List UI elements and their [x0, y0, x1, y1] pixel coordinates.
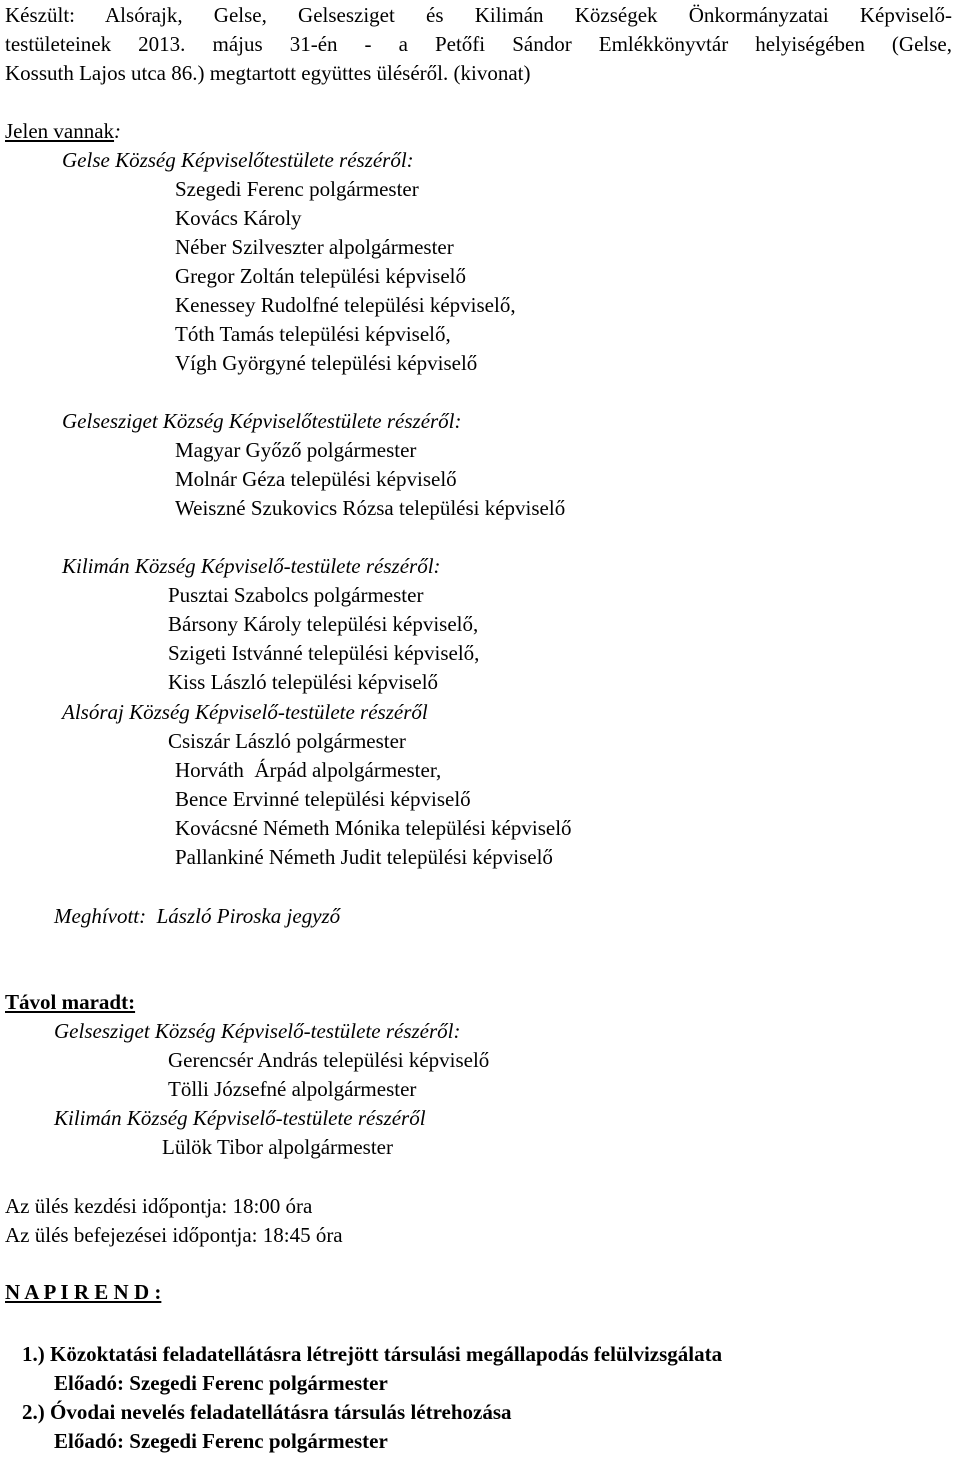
- intro-line: Kossuth Lajos utca 86.) megtartott együttes üléséről. (kivonat): [5, 61, 531, 85]
- end-time: Az ülés befejezései időpontja: 18:45 óra: [5, 1223, 343, 1247]
- invited-line: Meghívott: László Piroska jegyző: [54, 904, 341, 928]
- member-line: Lülök Tibor alpolgármester: [162, 1135, 393, 1159]
- group-title: Gelse Község Képviselőtestülete részéről:: [62, 148, 414, 172]
- member-line: Gerencsér András települési képviselő: [168, 1048, 490, 1072]
- intro-line: testületeinek 2013. május 31-én - a Petőfi Sándor Emlékkönyvtár helyiségében (Gelse,: [5, 32, 952, 56]
- absent-heading: Távol maradt:: [5, 990, 136, 1014]
- present-heading-colon: :: [114, 119, 122, 143]
- member-line: Szigeti Istvánné települési képviselő,: [168, 641, 480, 665]
- agenda-item-presenter: Előadó: Szegedi Ferenc polgármester: [54, 1429, 388, 1453]
- member-line: Csiszár László polgármester: [168, 729, 406, 753]
- member-line: Kiss László települési képviselő: [168, 670, 439, 694]
- member-line: Pusztai Szabolcs polgármester: [168, 583, 424, 607]
- group-title: Gelsesziget Község Képviselőtestülete részéről:: [62, 409, 462, 433]
- member-line: Kovácsné Németh Mónika települési képviselő: [175, 816, 572, 840]
- group-title: Alsóraj Község Képviselő-testülete részéről: [62, 700, 428, 724]
- member-line: Kenessey Rudolfné települési képviselő,: [175, 293, 516, 317]
- member-line: Vígh Györgyné települési képviselő: [175, 351, 478, 375]
- member-line: Horváth Árpád alpolgármester,: [175, 758, 442, 782]
- member-line: Tóth Tamás települési képviselő,: [175, 322, 451, 346]
- member-line: Molnár Géza települési képviselő: [175, 467, 457, 491]
- agenda-item-title: 1.) Közoktatási feladatellátásra létrejött társulási megállapodás felülvizsgálata: [22, 1342, 723, 1366]
- member-line: Bársony Károly települési képviselő,: [168, 612, 479, 636]
- member-line: Weiszné Szukovics Rózsa települési képviselő: [175, 496, 566, 520]
- group-title: Gelsesziget Község Képviselő-testülete részéről:: [54, 1019, 461, 1043]
- member-line: Magyar Győző polgármester: [175, 438, 417, 462]
- agenda-heading: N A P I R E N D :: [5, 1280, 162, 1304]
- member-line: Néber Szilveszter alpolgármester: [175, 235, 454, 259]
- present-heading-label: Jelen vannak: [5, 119, 115, 143]
- group-title: Kilimán Község Képviselő-testülete részéről:: [62, 554, 441, 578]
- member-line: Szegedi Ferenc polgármester: [175, 177, 419, 201]
- agenda-item-presenter: Előadó: Szegedi Ferenc polgármester: [54, 1371, 388, 1395]
- member-line: Gregor Zoltán települési képviselő: [175, 264, 466, 288]
- start-time: Az ülés kezdési időpontja: 18:00 óra: [5, 1194, 313, 1218]
- member-line: Bence Ervinné települési képviselő: [175, 787, 471, 811]
- intro-line: Készült: Alsórajk, Gelse, Gelsesziget és Kilimán Községek Önkormányzatai Képviselő-: [5, 3, 952, 27]
- present-heading: [5, 117, 121, 146]
- agenda-item-title: 2.) Óvodai nevelés feladatellátásra társulás létrehozása: [22, 1400, 512, 1424]
- group-title: Kilimán Község Képviselő-testülete részéről: [54, 1106, 426, 1130]
- member-line: Pallankiné Németh Judit települési képviselő: [175, 845, 553, 869]
- member-line: Tölli Józsefné alpolgármester: [168, 1077, 417, 1101]
- member-line: Kovács Károly: [175, 206, 302, 230]
